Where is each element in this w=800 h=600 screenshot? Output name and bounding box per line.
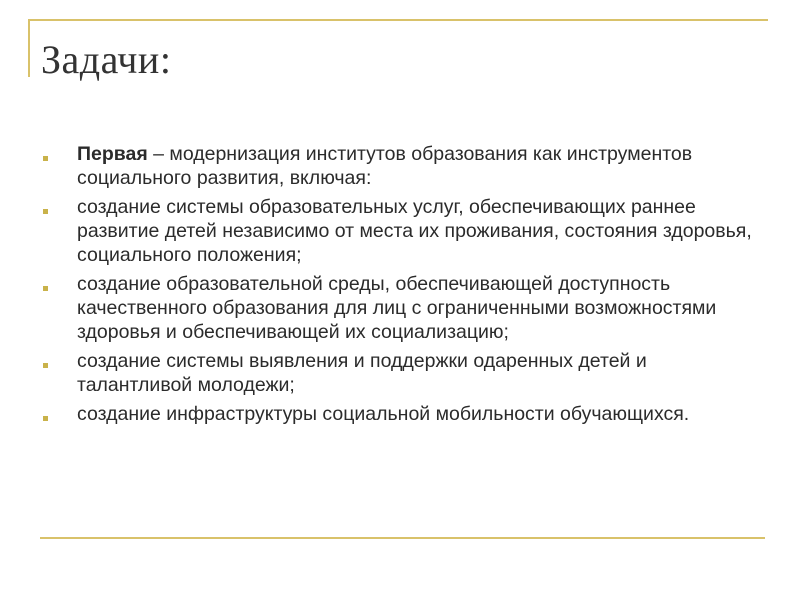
bullet-list [40,142,760,431]
item-text: – модернизация институтов образования как инструментов социального развития, включая: [77,143,693,189]
list-item [40,349,760,397]
item-text: создание инфраструктуры социальной мобильности обучающихся. [77,403,690,425]
square-bullet-icon [43,363,48,368]
list-item [40,272,760,344]
frame-top-line [28,19,768,21]
slide-title: Задачи: [41,37,172,82]
square-bullet-icon [43,156,48,161]
square-bullet-icon [43,286,48,291]
list-item [40,402,760,426]
list-item [40,142,760,190]
item-text: создание образовательной среды, обеспечивающей доступность качественного образования для лиц с ограниченными возможностями здоровья и обеспечивающей их социализацию; [77,273,717,343]
square-bullet-icon [43,209,48,214]
item-lead: Первая [77,143,148,165]
list-item [40,195,760,267]
square-bullet-icon [43,416,48,421]
item-text: создание системы выявления и поддержки одаренных детей и талантливой молодежи; [77,350,647,396]
frame-bottom-line [40,537,765,539]
item-text: создание системы образовательных услуг, обеспечивающих раннее развитие детей независимо от места их проживания, состояния здоровья, социального положения; [77,196,752,266]
frame-left-line [28,19,30,77]
